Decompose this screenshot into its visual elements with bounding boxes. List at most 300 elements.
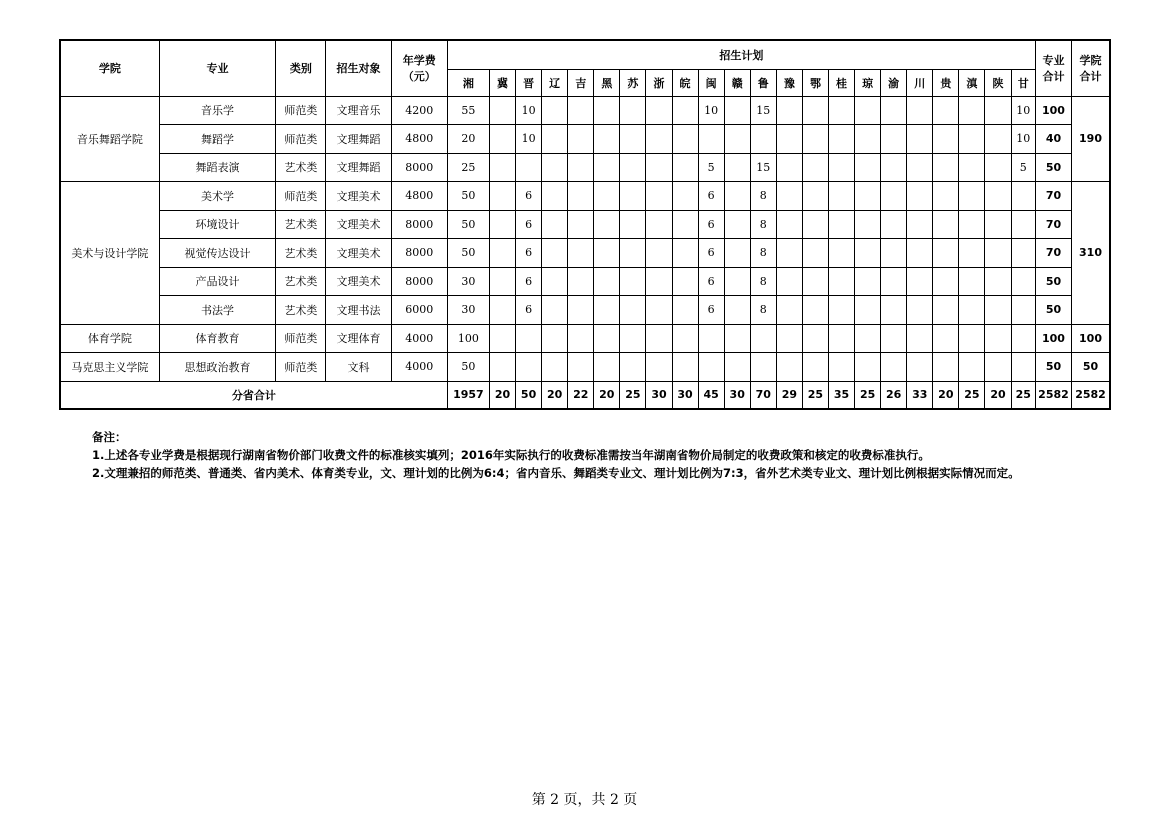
plan-cell [907, 353, 933, 382]
plan-cell [802, 210, 828, 239]
province-header: 鲁 [750, 69, 776, 96]
plan-cell [672, 210, 698, 239]
plan-cell [828, 267, 854, 296]
plan-cell [489, 153, 515, 182]
header-target: 招生对象 [326, 40, 391, 96]
plan-cell [646, 353, 672, 382]
plan-cell [724, 96, 750, 125]
province-total-cell: 33 [907, 381, 933, 409]
province-header: 桂 [828, 69, 854, 96]
province-total-cell: 30 [672, 381, 698, 409]
plan-cell [881, 153, 907, 182]
plan-cell [1011, 239, 1035, 268]
header-major-total: 专业 合计 [1035, 40, 1071, 96]
plan-cell [855, 239, 881, 268]
plan-cell: 6 [516, 182, 542, 211]
major-name-cell: 美术学 [159, 182, 275, 211]
major-name-cell: 舞蹈表演 [159, 153, 275, 182]
plan-cell [933, 353, 959, 382]
plan-cell [698, 125, 724, 154]
plan-cell [828, 353, 854, 382]
plan-cell [855, 125, 881, 154]
plan-cell [959, 353, 985, 382]
province-total-cell: 22 [568, 381, 594, 409]
plan-cell [907, 239, 933, 268]
major-total-grand-cell: 2582 [1035, 381, 1071, 409]
province-header: 豫 [776, 69, 802, 96]
plan-cell [907, 125, 933, 154]
plan-cell [698, 353, 724, 382]
plan-cell [594, 182, 620, 211]
plan-cell: 6 [698, 296, 724, 325]
plan-cell [620, 182, 646, 211]
category-cell: 艺术类 [276, 296, 326, 325]
note-item-2: 2.文理兼招的师范类、普通类、省内美术、体育类专业，文、理计划的比例为6:4；省内音乐、舞蹈类专业文、理计划比例为7:3，省外艺术类专业文、理计划比例根据实际情况而定。 [92, 466, 1020, 480]
header-fee: 年学费 （元） [391, 40, 447, 96]
province-header: 滇 [959, 69, 985, 96]
major-total-cell: 40 [1035, 125, 1071, 154]
plan-cell [568, 267, 594, 296]
plan-cell [1011, 324, 1035, 353]
plan-cell: 6 [516, 267, 542, 296]
plan-cell [672, 182, 698, 211]
province-total-cell: 25 [802, 381, 828, 409]
plan-cell [542, 267, 568, 296]
plan-cell [724, 153, 750, 182]
plan-cell: 100 [447, 324, 489, 353]
plan-cell [620, 324, 646, 353]
province-header: 甘 [1011, 69, 1035, 96]
province-total-cell: 20 [985, 381, 1011, 409]
plan-cell [594, 153, 620, 182]
province-header: 黑 [594, 69, 620, 96]
plan-cell [855, 182, 881, 211]
province-header: 渝 [881, 69, 907, 96]
college-total-grand-cell: 2582 [1072, 381, 1110, 409]
plan-cell [933, 210, 959, 239]
plan-cell [802, 125, 828, 154]
table-row [60, 182, 1110, 211]
plan-cell [568, 353, 594, 382]
totals-label: 分省合计 [60, 381, 447, 409]
plan-cell [489, 324, 515, 353]
college-name-cell: 美术与设计学院 [60, 182, 159, 325]
plan-cell [594, 267, 620, 296]
plan-cell [724, 324, 750, 353]
major-total-cell: 50 [1035, 267, 1071, 296]
plan-cell [542, 96, 568, 125]
province-header: 晋 [516, 69, 542, 96]
plan-cell: 5 [698, 153, 724, 182]
plan-cell [1011, 182, 1035, 211]
plan-cell: 8 [750, 182, 776, 211]
major-total-cell: 50 [1035, 153, 1071, 182]
province-total-cell: 25 [620, 381, 646, 409]
major-total-cell: 70 [1035, 182, 1071, 211]
plan-cell [724, 296, 750, 325]
plan-cell [672, 125, 698, 154]
plan-cell [672, 353, 698, 382]
plan-cell [620, 239, 646, 268]
plan-cell: 6 [698, 182, 724, 211]
plan-cell [907, 324, 933, 353]
province-header: 辽 [542, 69, 568, 96]
plan-cell [620, 125, 646, 154]
province-total-cell: 70 [750, 381, 776, 409]
major-total-cell: 50 [1035, 353, 1071, 382]
province-total-cell: 35 [828, 381, 854, 409]
plan-cell: 50 [447, 239, 489, 268]
plan-cell: 20 [447, 125, 489, 154]
header-category: 类别 [276, 40, 326, 96]
province-total-cell: 30 [724, 381, 750, 409]
college-name-cell: 音乐舞蹈学院 [60, 96, 159, 182]
plan-cell [959, 153, 985, 182]
plan-cell [594, 210, 620, 239]
plan-cell [698, 324, 724, 353]
plan-cell [568, 96, 594, 125]
plan-cell [489, 182, 515, 211]
plan-cell: 30 [447, 267, 489, 296]
major-name-cell: 舞蹈学 [159, 125, 275, 154]
major-total-cell: 100 [1035, 96, 1071, 125]
plan-cell: 5 [1011, 153, 1035, 182]
fee-cell: 8000 [391, 153, 447, 182]
plan-cell [489, 296, 515, 325]
plan-cell [724, 125, 750, 154]
plan-cell [855, 210, 881, 239]
plan-cell [828, 96, 854, 125]
plan-cell [933, 182, 959, 211]
college-total-cell: 100 [1072, 324, 1110, 353]
province-total-cell: 25 [959, 381, 985, 409]
plan-cell [933, 324, 959, 353]
plan-cell [568, 153, 594, 182]
category-cell: 艺术类 [276, 267, 326, 296]
fee-cell: 4800 [391, 182, 447, 211]
major-total-cell: 50 [1035, 296, 1071, 325]
plan-cell [542, 125, 568, 154]
plan-cell [1011, 267, 1035, 296]
college-total-cell: 310 [1072, 182, 1110, 325]
plan-cell [594, 353, 620, 382]
plan-cell [802, 239, 828, 268]
plan-cell [985, 182, 1011, 211]
province-header: 陕 [985, 69, 1011, 96]
plan-cell [646, 96, 672, 125]
plan-cell [881, 182, 907, 211]
plan-cell: 55 [447, 96, 489, 125]
plan-cell [828, 239, 854, 268]
plan-cell [750, 353, 776, 382]
plan-cell: 10 [1011, 96, 1035, 125]
notes [62, 428, 1112, 482]
plan-cell: 50 [447, 210, 489, 239]
plan-cell [959, 182, 985, 211]
plan-cell [489, 267, 515, 296]
plan-cell [724, 267, 750, 296]
province-header: 吉 [568, 69, 594, 96]
plan-cell [881, 324, 907, 353]
plan-cell: 6 [698, 267, 724, 296]
note-item-1: 1.上述各专业学费是根据现行湖南省物价部门收费文件的标准核实填列；2016年实际执行的收费标准需按当年湖南省物价局制定的收费政策和核定的收费标准执行。 [92, 448, 930, 462]
plan-cell [594, 296, 620, 325]
plan-cell [489, 239, 515, 268]
fee-cell: 6000 [391, 296, 447, 325]
plan-cell [489, 353, 515, 382]
plan-cell [985, 210, 1011, 239]
plan-cell [568, 125, 594, 154]
plan-cell [776, 210, 802, 239]
province-header: 贵 [933, 69, 959, 96]
plan-cell [959, 239, 985, 268]
province-total-cell: 50 [516, 381, 542, 409]
college-name-cell: 体育学院 [60, 324, 159, 353]
plan-cell: 6 [698, 239, 724, 268]
province-header: 皖 [672, 69, 698, 96]
enrollment-plan-table [59, 39, 1111, 410]
category-cell: 师范类 [276, 125, 326, 154]
plan-cell [620, 96, 646, 125]
plan-cell [959, 96, 985, 125]
plan-cell [933, 125, 959, 154]
province-header: 鄂 [802, 69, 828, 96]
plan-cell: 10 [1011, 125, 1035, 154]
target-cell: 文理美术 [326, 210, 391, 239]
province-total-cell: 20 [933, 381, 959, 409]
plan-cell [881, 267, 907, 296]
plan-cell [881, 125, 907, 154]
plan-cell: 8 [750, 267, 776, 296]
plan-cell [542, 239, 568, 268]
plan-cell [646, 324, 672, 353]
plan-cell [620, 353, 646, 382]
plan-cell [776, 267, 802, 296]
plan-cell [672, 267, 698, 296]
province-total-cell: 20 [594, 381, 620, 409]
plan-cell [516, 324, 542, 353]
plan-cell [594, 96, 620, 125]
major-total-cell: 100 [1035, 324, 1071, 353]
plan-cell [542, 210, 568, 239]
plan-cell [776, 296, 802, 325]
province-total-cell: 25 [855, 381, 881, 409]
plan-cell [802, 353, 828, 382]
fee-cell: 8000 [391, 267, 447, 296]
plan-cell: 25 [447, 153, 489, 182]
plan-cell [776, 239, 802, 268]
province-header: 川 [907, 69, 933, 96]
plan-cell: 8 [750, 296, 776, 325]
plan-cell [620, 210, 646, 239]
major-name-cell: 体育教育 [159, 324, 275, 353]
target-cell: 文科 [326, 353, 391, 382]
plan-cell: 10 [516, 125, 542, 154]
plan-cell [672, 153, 698, 182]
plan-cell [985, 267, 1011, 296]
plan-cell [828, 210, 854, 239]
plan-cell [828, 182, 854, 211]
plan-cell: 15 [750, 96, 776, 125]
category-cell: 师范类 [276, 324, 326, 353]
totals-row [60, 381, 1110, 409]
header-major: 专业 [159, 40, 275, 96]
plan-cell [568, 296, 594, 325]
category-cell: 师范类 [276, 182, 326, 211]
province-total-cell: 26 [881, 381, 907, 409]
plan-cell [855, 296, 881, 325]
plan-cell [802, 96, 828, 125]
plan-cell: 6 [516, 210, 542, 239]
table-row [60, 296, 1110, 325]
plan-cell [750, 125, 776, 154]
plan-cell [985, 296, 1011, 325]
province-header: 苏 [620, 69, 646, 96]
province-total-cell: 45 [698, 381, 724, 409]
plan-cell: 6 [516, 296, 542, 325]
plan-cell [594, 324, 620, 353]
province-header: 琼 [855, 69, 881, 96]
province-total-cell: 30 [646, 381, 672, 409]
plan-cell [881, 239, 907, 268]
plan-cell [985, 153, 1011, 182]
target-cell: 文理美术 [326, 239, 391, 268]
plan-cell [568, 182, 594, 211]
plan-cell [907, 210, 933, 239]
category-cell: 艺术类 [276, 210, 326, 239]
college-total-cell: 190 [1072, 96, 1110, 182]
plan-cell [542, 296, 568, 325]
table-row [60, 267, 1110, 296]
plan-cell [672, 239, 698, 268]
plan-cell [933, 153, 959, 182]
plan-cell: 30 [447, 296, 489, 325]
plan-cell [620, 153, 646, 182]
plan-cell [568, 324, 594, 353]
plan-cell [985, 96, 1011, 125]
plan-cell [646, 153, 672, 182]
province-total-cell: 25 [1011, 381, 1035, 409]
plan-cell: 8 [750, 210, 776, 239]
table-row [60, 96, 1110, 125]
plan-cell [855, 353, 881, 382]
category-cell: 艺术类 [276, 153, 326, 182]
plan-cell [802, 296, 828, 325]
province-header: 湘 [447, 69, 489, 96]
province-total-cell: 20 [542, 381, 568, 409]
plan-cell: 15 [750, 153, 776, 182]
major-total-cell: 70 [1035, 210, 1071, 239]
plan-cell: 8 [750, 239, 776, 268]
plan-cell [933, 296, 959, 325]
plan-cell [802, 267, 828, 296]
plan-cell [594, 239, 620, 268]
province-total-cell: 20 [489, 381, 515, 409]
plan-cell: 10 [698, 96, 724, 125]
plan-cell [568, 210, 594, 239]
header-college: 学院 [60, 40, 159, 96]
province-header: 赣 [724, 69, 750, 96]
plan-cell [646, 267, 672, 296]
plan-cell [959, 210, 985, 239]
plan-cell [489, 125, 515, 154]
plan-cell [1011, 296, 1035, 325]
major-name-cell: 视觉传达设计 [159, 239, 275, 268]
plan-cell [750, 324, 776, 353]
plan-cell [881, 210, 907, 239]
header-college-total: 学院 合计 [1072, 40, 1110, 96]
plan-cell [776, 182, 802, 211]
plan-cell [907, 267, 933, 296]
plan-cell [516, 353, 542, 382]
province-header: 冀 [489, 69, 515, 96]
table-row [60, 125, 1110, 154]
province-header: 闽 [698, 69, 724, 96]
plan-cell [489, 96, 515, 125]
plan-cell [620, 296, 646, 325]
plan-cell [907, 96, 933, 125]
plan-cell [933, 96, 959, 125]
target-cell: 文理美术 [326, 182, 391, 211]
plan-cell [959, 125, 985, 154]
plan-cell [828, 324, 854, 353]
fee-cell: 4200 [391, 96, 447, 125]
plan-cell [542, 324, 568, 353]
plan-cell [802, 153, 828, 182]
plan-cell: 50 [447, 353, 489, 382]
page-footer: 第 2 页，共 2 页 [531, 792, 638, 808]
table-row [60, 239, 1110, 268]
college-total-cell: 50 [1072, 353, 1110, 382]
plan-cell [802, 182, 828, 211]
target-cell: 文理舞蹈 [326, 153, 391, 182]
target-cell: 文理书法 [326, 296, 391, 325]
province-total-cell: 29 [776, 381, 802, 409]
plan-cell [802, 324, 828, 353]
province-total-cell: 1957 [447, 381, 489, 409]
plan-cell [985, 239, 1011, 268]
plan-cell [959, 324, 985, 353]
plan-cell [776, 125, 802, 154]
major-name-cell: 音乐学 [159, 96, 275, 125]
table-row [60, 153, 1110, 182]
plan-cell: 50 [447, 182, 489, 211]
target-cell: 文理舞蹈 [326, 125, 391, 154]
plan-cell [724, 353, 750, 382]
major-name-cell: 思想政治教育 [159, 353, 275, 382]
plan-cell [542, 353, 568, 382]
plan-cell [672, 296, 698, 325]
plan-cell [907, 296, 933, 325]
plan-cell: 10 [516, 96, 542, 125]
category-cell: 师范类 [276, 353, 326, 382]
plan-cell [881, 296, 907, 325]
plan-cell [568, 239, 594, 268]
province-header: 浙 [646, 69, 672, 96]
plan-cell [646, 125, 672, 154]
plan-cell [776, 353, 802, 382]
plan-cell [881, 353, 907, 382]
plan-cell [646, 182, 672, 211]
plan-cell: 6 [516, 239, 542, 268]
plan-cell [855, 153, 881, 182]
college-name-cell: 马克思主义学院 [60, 353, 159, 382]
plan-cell: 6 [698, 210, 724, 239]
plan-cell [516, 153, 542, 182]
plan-cell [1011, 353, 1035, 382]
major-name-cell: 产品设计 [159, 267, 275, 296]
target-cell: 文理体育 [326, 324, 391, 353]
